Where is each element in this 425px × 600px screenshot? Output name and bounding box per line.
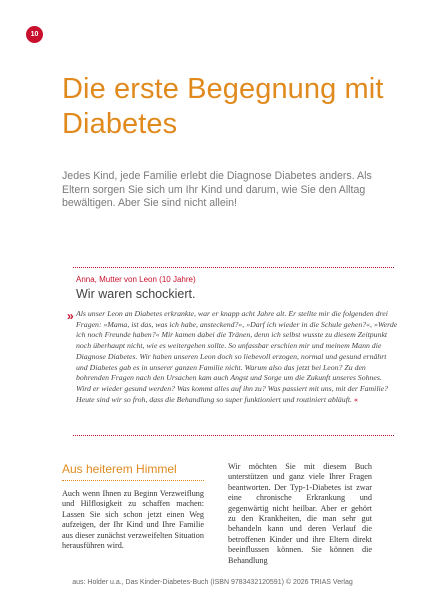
left-column: [62, 462, 204, 551]
section-heading-divider: [62, 480, 204, 481]
right-column-text: Wir möchten Sie mit diesem Buch unterstützen und ganz viele Ihrer Fragen beantworten. Der Typ-1-Diabetes ist zwar eine chronische Erkrankung und gegenwärtig nicht heilbar. Aber er gehört zu den Krankheiten, die man sehr gut behandeln kann und deren Verlauf die betroffenen Kinder und ihre Eltern direkt beeinflussen können. Sie können die Behandlung: [228, 462, 372, 565]
testimonial-top-divider: [73, 267, 394, 268]
section-heading: Aus heiterem Himmel: [62, 462, 177, 476]
testimonial-box: [62, 254, 406, 442]
testimonial-headline: Wir waren schockiert.: [76, 287, 196, 301]
lead-paragraph: Jedes Kind, jede Familie erlebt die Diagnose Diabetes anders. Als Eltern sorgen Sie sich um Ihr Kind und darum, wie Sie den Alltag bewältigen. Aber Sie sind nicht allein!: [62, 170, 372, 210]
testimonial-body: [76, 309, 398, 405]
testimonial-body-text: Als unser Leon an Diabetes erkrankte, war er knapp acht Jahre alt. Er stellte mir die folgenden drei Fragen: »Mama, ist das, was ich habe, ansteckend?«, »Darf ich wieder in die Schule gehen?«, »Werde ich noch Freunde haben?« Mir kamen dabei die Tränen, denn ich selbst wusste zu diesem Zeitpunkt noch überhaupt nicht, wie es weitergehen sollte. So unfassbar erschien mir und meinem Mann die Diagnose Diabetes. Wir haben unseren Leon doch so liebevoll erzogen, normal und gesund ernährt und Diabetes gab es in unserer ganzen Familie nicht. Warum also das jetzt bei Leon? Zu den bohrenden Fragen nach den Ursachen kam auch Angst und Sorge um die Zukunft unseres Sohnes. Wird er wieder gesund werden? Was kommt alles auf ihn zu? Was passiert mit uns, mit der Familie? Heute sind wir so froh, dass die Behandlung so super funktioniert und routiniert abläuft.: [76, 309, 398, 404]
testimonial-bottom-divider: [73, 435, 394, 436]
quote-close-icon: «: [353, 394, 358, 404]
chapter-title: Die erste Begegnung mit Diabetes: [62, 73, 384, 140]
page-number-badge: 10: [26, 26, 43, 43]
quote-open-icon: »: [67, 309, 74, 323]
source-footer: aus: Holder u.a., Das Kinder-Diabetes-Buch (ISBN 9783432120591) © 2026 TRIAS Verlag: [72, 579, 353, 586]
left-column-text: Auch wenn Ihnen zu Beginn Verzweiflung und Hilflosigkeit zu schaffen machen: Lassen Sie sich schon jetzt einen Weg aufzeigen, der Ihr Kind und Ihre Familie aus dieser zunächst verzweifelten Situation herausführen wird.: [62, 489, 204, 551]
testimonial-caption: Anna, Mutter von Leon (10 Jahre): [76, 275, 196, 284]
right-column: [228, 462, 372, 566]
